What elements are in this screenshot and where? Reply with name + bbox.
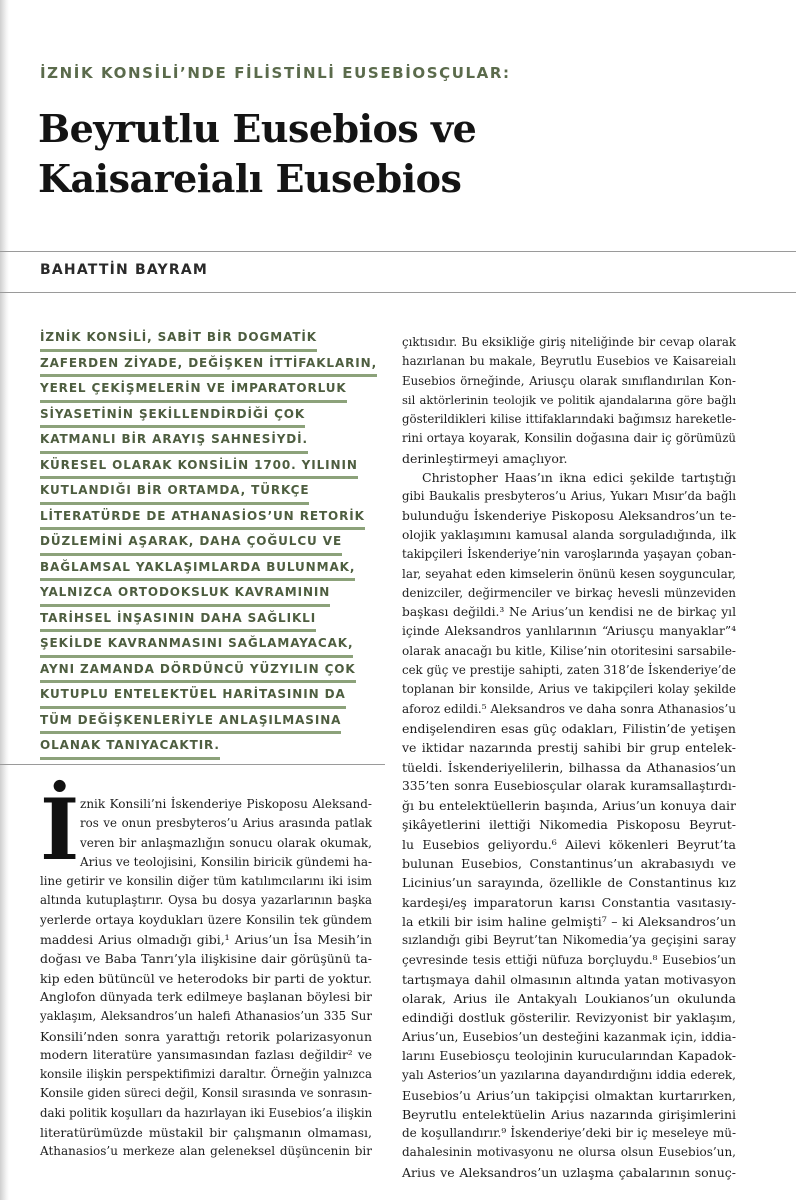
text-line: kip eden bütüncül ve heterodoks bir parti de yoktur. [40, 970, 372, 986]
text-line: endişelendiren esas güç odakları, Filistin’de yetişen [402, 720, 736, 736]
text-line: yerlerde ortaya koydukları üzere Konsilin tek gündem [40, 912, 372, 927]
article-title [38, 104, 638, 204]
text-line: de koşullandırır.⁹ İskenderiye’deki bir iç meseleye mü- [402, 1126, 736, 1141]
text-line: denizciler, değirmenciler ve birkaç hevesli münzeviden [402, 585, 736, 600]
text-line: cek güç ve prestije sahipti, zaten 318’de İskenderiye’de [402, 663, 736, 678]
text-line: line getirir ve konsilin diğer tüm katılımcılarını iki isim [40, 874, 372, 889]
text-line: doğası ve Baba Tanrı’yla ilişkisine dair görüşünü ta- [40, 951, 372, 967]
author-name: BAHATTİN BAYRAM [40, 262, 209, 278]
text-line: derinleştirmeyi amaçlıyor. [402, 450, 568, 466]
text-line: takipçileri İskenderiye’nin varoşlarında yaşayan çoban- [402, 547, 736, 562]
text-line: Arius’un, Eusebios’un desteğini kazanmak için, iddia- [402, 1029, 736, 1044]
text-line: Konsile giden süreci değil, Konsil sırasında ve sonrasın- [40, 1086, 372, 1101]
text-line: Anglofon dünyada terk edilmeye başlanan böylesi bir [40, 989, 372, 1004]
text-line: sil aktörlerinin teolojik ve politik ajandalarına göre bağlı [402, 392, 736, 407]
text-line: daki politik koşulları da hazırlayan iki Eusebios’a ilişkin [40, 1105, 373, 1120]
abstract-line: YALNIZCA ORTODOKSLUK KAVRAMININ [40, 581, 330, 607]
text-line: veren bir anlaşmazlığın sonucu olarak okumak, [80, 835, 372, 850]
text-line: aforoz edildi.⁵ Aleksandros ve daha sonra Athanasios’u [402, 701, 736, 716]
text-line: Eusebios örneğinde, Ariusçu olarak sınıflandırılan Kon- [402, 373, 736, 388]
text-line: rini ortaya koyarak, Konsilin doğasına dair iç görümüzü [402, 431, 736, 446]
text-line: konsile ilişkin perspektifimizi daraltır. Örneğin yalnızca [40, 1067, 372, 1082]
abstract-line: KUTUPLU ENTELEKTÜEL HARİTASININ DA [40, 683, 346, 709]
body-column-left [40, 795, 372, 1162]
text-line: lar, seyahat eden kimselerin önünü kesen soyguncular, [402, 566, 736, 581]
text-line: lu Eusebios geliyordu.⁶ Ailevi kökenleri Beyrut’ta [402, 836, 736, 852]
text-line: ve iktidar nazarında prestij sahibi bir grup entelek- [402, 740, 736, 756]
abstract-line: LİTERATÜRDE DE ATHANASİOS’UN RETORİK [40, 505, 365, 531]
text-line: olojik yaklaşımını kamusal alanda sorguladığında, ilk [402, 527, 736, 542]
text-line: çıktısıdır. Bu eksikliğe giriş niteliğinde bir cevap olarak [402, 335, 736, 349]
abstract-line: ZAFERDEN ZİYADE, DEĞİŞKEN İTTİFAKLARIN, [40, 352, 377, 378]
text-line: gösterildikleri kilise ittifaklarındaki bağımsız hareketle- [402, 412, 736, 427]
article-kicker: İZNİK KONSİLİ’NDE FİLİSTİNLİ EUSEBİOSÇULAR: [40, 64, 511, 82]
text-line: znik Konsili’ni İskenderiye Piskoposu Aleksand- [80, 797, 372, 811]
text-line: ğı bu entelektüellerin başında, Arius’un konuya dair [402, 798, 736, 814]
text-line: modern literatüre yansımasından fazlası değildir² ve [40, 1047, 372, 1062]
text-line: çevresinde tesis ettiği nüfuza borçluydu.⁸ Eusebios’un [402, 952, 736, 967]
text-line: Beyrutlu entelektüelin Arius nazarında girişimlerini [402, 1106, 736, 1122]
text-line: 335’ten sonra Eusebiosçular olarak kuramsallaştırdı- [402, 778, 736, 793]
body-column-right [402, 333, 736, 1182]
abstract-line: AYNI ZAMANDA DÖRDÜNCÜ YÜZYILIN ÇOK [40, 658, 356, 684]
text-line: Licinius’un sarayında, özellikle de Constantinus kız [402, 875, 736, 891]
text-line: edindiği dostluk gösterilir. Revizyonist bir yaklaşım, [402, 1010, 736, 1026]
abstract [38, 326, 378, 760]
text-line: gibi Baukalis presbyteros’u Arius, Yukarı Mısır’da bağlı [402, 489, 736, 504]
text-line: toplanan bir konsilde, Arius ve takipçileri kolay şekilde [402, 682, 736, 697]
text-line: literatürümüzde müstakil bir çalışmanın olmaması, [40, 1125, 372, 1141]
abstract-line: TÜM DEĞİŞKENLERİYLE ANLAŞILMASINA [40, 709, 341, 735]
text-line: Christopher Haas’ın ikna edici şekilde tartıştığı [422, 470, 736, 486]
text-line: Arius ve Aleksandros’un uzlaşma çabalarının sonuç- [402, 1164, 736, 1180]
text-line: larını Eusebiosçu teolojinin kurucularından Kapadok- [402, 1048, 736, 1063]
text-line: maddesi Arius olmadığı gibi,¹ Arius’un İsa Mesih’in [40, 932, 372, 948]
text-line: Eusebios’u Arius’un takipçisi olmaktan kurtarırken, [402, 1087, 736, 1103]
text-line: içinde Aleksandros yanlılarının “Ariusçu manyaklar”⁴ [402, 624, 736, 639]
text-line: şikâyetlerini ilettiği Nikomedia Piskoposu Beyrut- [402, 817, 736, 833]
abstract-line: ŞEKİLDE KAVRANMASINI SAĞLAMAYACAK, [40, 632, 353, 658]
abstract-line: DÜZLEMİNİ AŞARAK, DAHA ÇOĞULCU VE [40, 530, 342, 556]
text-line: başkası değildi.³ Ne Arius’un kendisi ne de birkaç yıl [402, 605, 736, 620]
text-line: dahalesinin motivasyonu ne olursa olsun Eusebios’un, [402, 1145, 736, 1160]
text-line: sızlandığı gibi Beyrut’tan Nikomedia’ya geçişini saray [402, 933, 736, 948]
abstract-line: BAĞLAMSAL YAKLAŞIMLARDA BULUNMAK, [40, 556, 355, 582]
abstract-line: KÜRESEL OLARAK KONSİLİN 1700. YILININ [40, 454, 358, 480]
text-line: bulunduğu İskenderiye Piskoposu Aleksandros’un te- [402, 508, 736, 523]
text-line: Konsili’nden sonra yarattığı retorik polarizasyonun [40, 1028, 372, 1044]
text-line: la etkili bir isim haline gelmişti⁷ – ki Aleksandros’un [402, 913, 736, 929]
abstract-line: SİYASETİNİN ŞEKİLLENDİRDİĞİ ÇOK [40, 403, 305, 429]
abstract-line: KUTLANDIĞI BİR ORTAMDA, TÜRKÇE [40, 479, 309, 505]
text-line: ros ve onun presbyteros’u Arius arasında patlak [80, 816, 372, 831]
text-line: Arius ve teolojisini, Konsilin biricik gündemi ha- [80, 854, 373, 869]
top-divider [0, 251, 796, 252]
text-line: yalı Asterios’un yazılarına dayandırdığını iddia ederek, [402, 1068, 736, 1083]
abstract-line: YEREL ÇEKİŞMELERİN VE İMPARATORLUK [40, 377, 347, 403]
abstract-divider [0, 764, 385, 765]
text-line: hazırlanan bu makale, Beyrutlu Eusebios ve Kaisareialı [402, 354, 736, 369]
abstract-line: İZNİK KONSİLİ, SABİT BİR DOGMATİK [40, 326, 317, 352]
author-divider [0, 292, 796, 293]
text-line: kardeşi/eş imparatorun karısı Constantia vasıtasıy- [402, 894, 736, 910]
text-line: Athanasios’u merkeze alan geleneksel düşüncenin bir [40, 1144, 372, 1159]
text-line: olarak anacağı bu kitle, Kilise’nin otoritesini sarsabile- [402, 643, 736, 658]
abstract-line: KATMANLI BİR ARAYIŞ SAHNESİYDİ. [40, 428, 308, 454]
text-line: altında kutuplaştırır. Oysa bu dosya yazarlarının başka [40, 893, 372, 908]
abstract-line: TARİHSEL İNŞASININ DAHA SAĞLIKLI [40, 607, 316, 633]
title-line-2: Kaisareialı Eusebios [38, 156, 462, 201]
drop-cap: İ [40, 780, 80, 879]
page-binding-shadow [0, 0, 9, 1200]
abstract-line: OLANAK TANIYACAKTIR. [40, 734, 220, 760]
title-line-1: Beyrutlu Eusebios ve [38, 106, 477, 151]
text-line: tüeldi. İskenderiyelilerin, bilhassa da Athanasios’un [402, 759, 736, 775]
text-line: bulunan Eusebios, Constantinus’un akrabasıydı ve [402, 856, 736, 872]
text-line: olarak, Arius ile Antakyalı Loukianos’un okulunda [402, 991, 736, 1007]
text-line: yaklaşım, Aleksandros’un halefi Athanasios’un 335 Sur [40, 1009, 372, 1024]
text-line: tartışmaya dahil olmasının altında yatan motivasyon [402, 971, 736, 987]
